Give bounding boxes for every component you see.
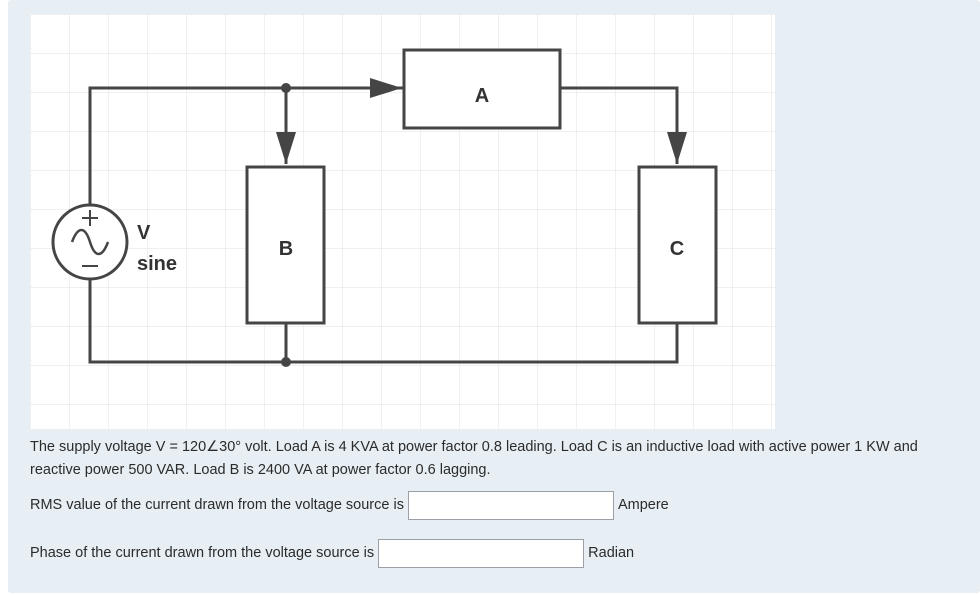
phase-answer-input[interactable] (378, 539, 584, 568)
circuit-diagram (30, 14, 775, 429)
load-b-label: B (278, 238, 294, 260)
load-c-label: C (669, 238, 685, 260)
rms-prompt: RMS value of the current drawn from the voltage source is (30, 497, 404, 513)
rms-unit: Ampere (617, 497, 669, 513)
rms-answer-input[interactable] (408, 491, 614, 520)
rms-question-row (30, 490, 669, 520)
phase-unit: Radian (588, 545, 635, 561)
junction-dot (281, 357, 291, 367)
junction-dot (281, 83, 291, 93)
phase-question-row (30, 538, 634, 568)
source-label-sine: sine (137, 253, 178, 275)
problem-statement: The supply voltage V = 120∠30° volt. Load A is 4 KVA at power factor 0.8 leading. Load C is an inductive load with active power 1 KW and reactive power 500 VAR. Load B is 2400 VA at power factor 0.6 lagging. (30, 439, 918, 478)
phase-prompt: Phase of the current drawn from the voltage source is (30, 545, 375, 561)
source-label-v: V (137, 222, 151, 244)
load-a-label: A (474, 85, 490, 107)
sine-source-icon (53, 205, 127, 279)
